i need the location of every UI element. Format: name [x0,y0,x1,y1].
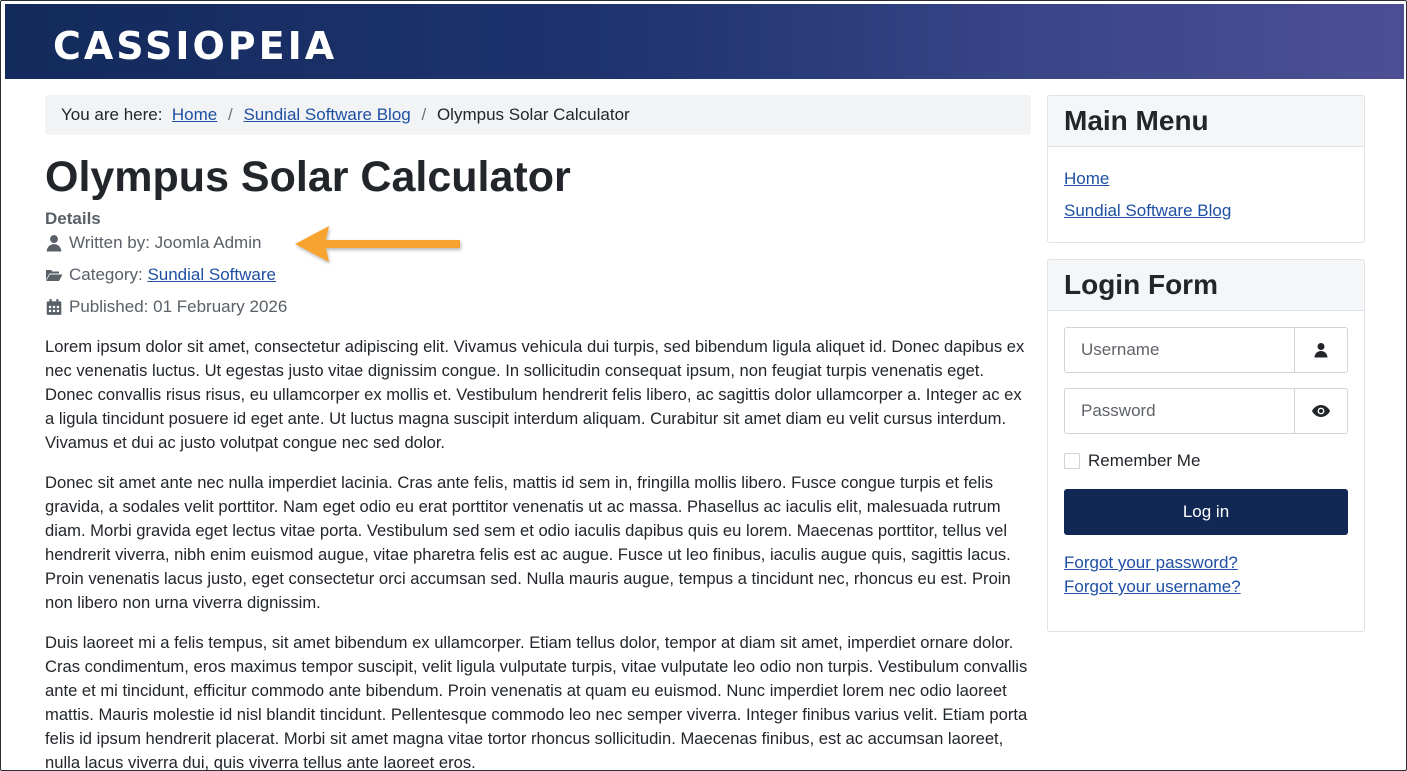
menu-item-home[interactable]: Home [1064,169,1110,188]
details-heading: Details [45,209,101,228]
menu-item-sundial-blog[interactable]: Sundial Software Blog [1064,201,1232,220]
annotation-arrow-icon [293,223,465,265]
page-title: Olympus Solar Calculator [45,153,571,201]
breadcrumb-separator: / [228,105,233,124]
remember-me[interactable] [1064,451,1200,471]
calendar-icon [45,298,63,316]
password-input[interactable] [1065,389,1295,433]
category-row [45,265,276,285]
published-row [45,297,287,317]
site-header [5,4,1404,79]
article-body [45,335,1033,771]
password-field [1064,388,1348,434]
forgot-username-link[interactable]: Forgot your username? [1064,577,1241,596]
breadcrumb-link-blog[interactable]: Sundial Software Blog [243,105,411,124]
category-prefix: Category: [69,265,143,284]
remember-me-checkbox[interactable] [1064,453,1080,469]
login-form-title: Login Form [1048,260,1364,311]
user-icon [45,234,63,252]
author-row [45,233,261,253]
article-paragraph: Lorem ipsum dolor sit amet, consectetur adipiscing elit. Vivamus vehicula dui turpis, sed bibendum ligula aliquet id. Donec dapibus ex nec venenatis luctus. Ut egestas justo vitae dignissim congue. In sollicitudin consequat ipsum, non feugiat turpis venenatis eget. Donec convallis risus risus, eu ullamcorper ex mollis et. Vestibulum hendrerit felis libero, ac sagittis dolor ullamcorper a. Integer ac ex a ligula tincidunt posuere id eget ante. Ut luctus magna suscipit interdum aliquam. Curabitur sit amet diam eu velit cursus interdum. Vivamus et dui ac justo volutpat congue nec sed dolor. [45,337,1025,452]
username-addon [1294,328,1347,372]
remember-me-label: Remember Me [1088,451,1201,470]
folder-open-icon [45,266,63,284]
breadcrumb [45,95,1031,135]
forgot-password-link[interactable]: Forgot your password? [1064,553,1238,572]
article-paragraph: Duis laoreet mi a felis tempus, sit amet bibendum ex ullamcorper. Etiam tellus dolor, tempor at diam sit amet, imperdiet ornare dolor. Cras condimentum, eros maximus tempor suscipit, velit ligula vulputate turpis, vitae vulputate leo odio non turpis. Vestibulum convallis ante et mi tincidunt, efficitur commodo ante bibendum. Proin venenatis at quam eu euismod. Nunc imperdiet lorem nec odio laoreet mattis. Mauris molestie id nisl blandit tincidunt. Pellentesque commodo leo nec semper viverra. Integer finibus varius velit. Etiam porta felis id ipsum hendrerit placerat. Morbi sit amet magna vitae tortor rhoncus sollicitudin. Maecenas finibus, est ac accumsan laoreet, nulla lacus viverra dui, quis viverra tellus ante laoreet eros. [45,633,1028,771]
login-button[interactable]: Log in [1064,489,1348,535]
site-brand-logo[interactable]: CASSIOPEIA [53,24,338,68]
login-form-module [1047,259,1365,632]
eye-icon [1311,404,1331,418]
breadcrumb-link-home[interactable]: Home [171,105,218,124]
published-text: Published: 01 February 2026 [69,297,288,316]
main-menu-module [1047,95,1365,243]
breadcrumb-separator: / [421,105,427,124]
author-text: Written by: Joomla Admin [69,233,262,252]
main-menu-title: Main Menu [1048,96,1364,147]
breadcrumb-prefix: You are here: [61,105,163,124]
user-icon [1313,342,1329,358]
article-paragraph: Donec sit amet ante nec nulla imperdiet lacinia. Cras ante felis, mattis id sem in, fringilla mollis libero. Fusce congue turpis et felis gravida, a sodales velit porttitor. Nam eget odio eu erat porttitor venenatis ut ac massa. Phasellus ac iaculis elit, malesuada rutrum diam. Morbi gravida eget lectus vitae porta. Vestibulum sed sem et odio iaculis dapibus quis eu lorem. Maecenas porttitor, tellus vel hendrerit viverra, nibh enim euismod augue, vitae pharetra felis est ac augue. Fusce ut leo finibus, iaculis augue quis, sagittis lacus. Proin venenatis lacus justo, eget consectetur orci accumsan sed. Nulla mauris augue, tempus a tincidunt nec, rhoncus eu est. Proin non libero non urna viverra dignissim. [45,473,1011,612]
username-field [1064,327,1348,373]
username-input[interactable] [1065,328,1295,372]
breadcrumb-current: Olympus Solar Calculator [436,105,630,124]
show-password-button[interactable] [1294,389,1347,433]
category-link[interactable]: Sundial Software [147,265,276,284]
